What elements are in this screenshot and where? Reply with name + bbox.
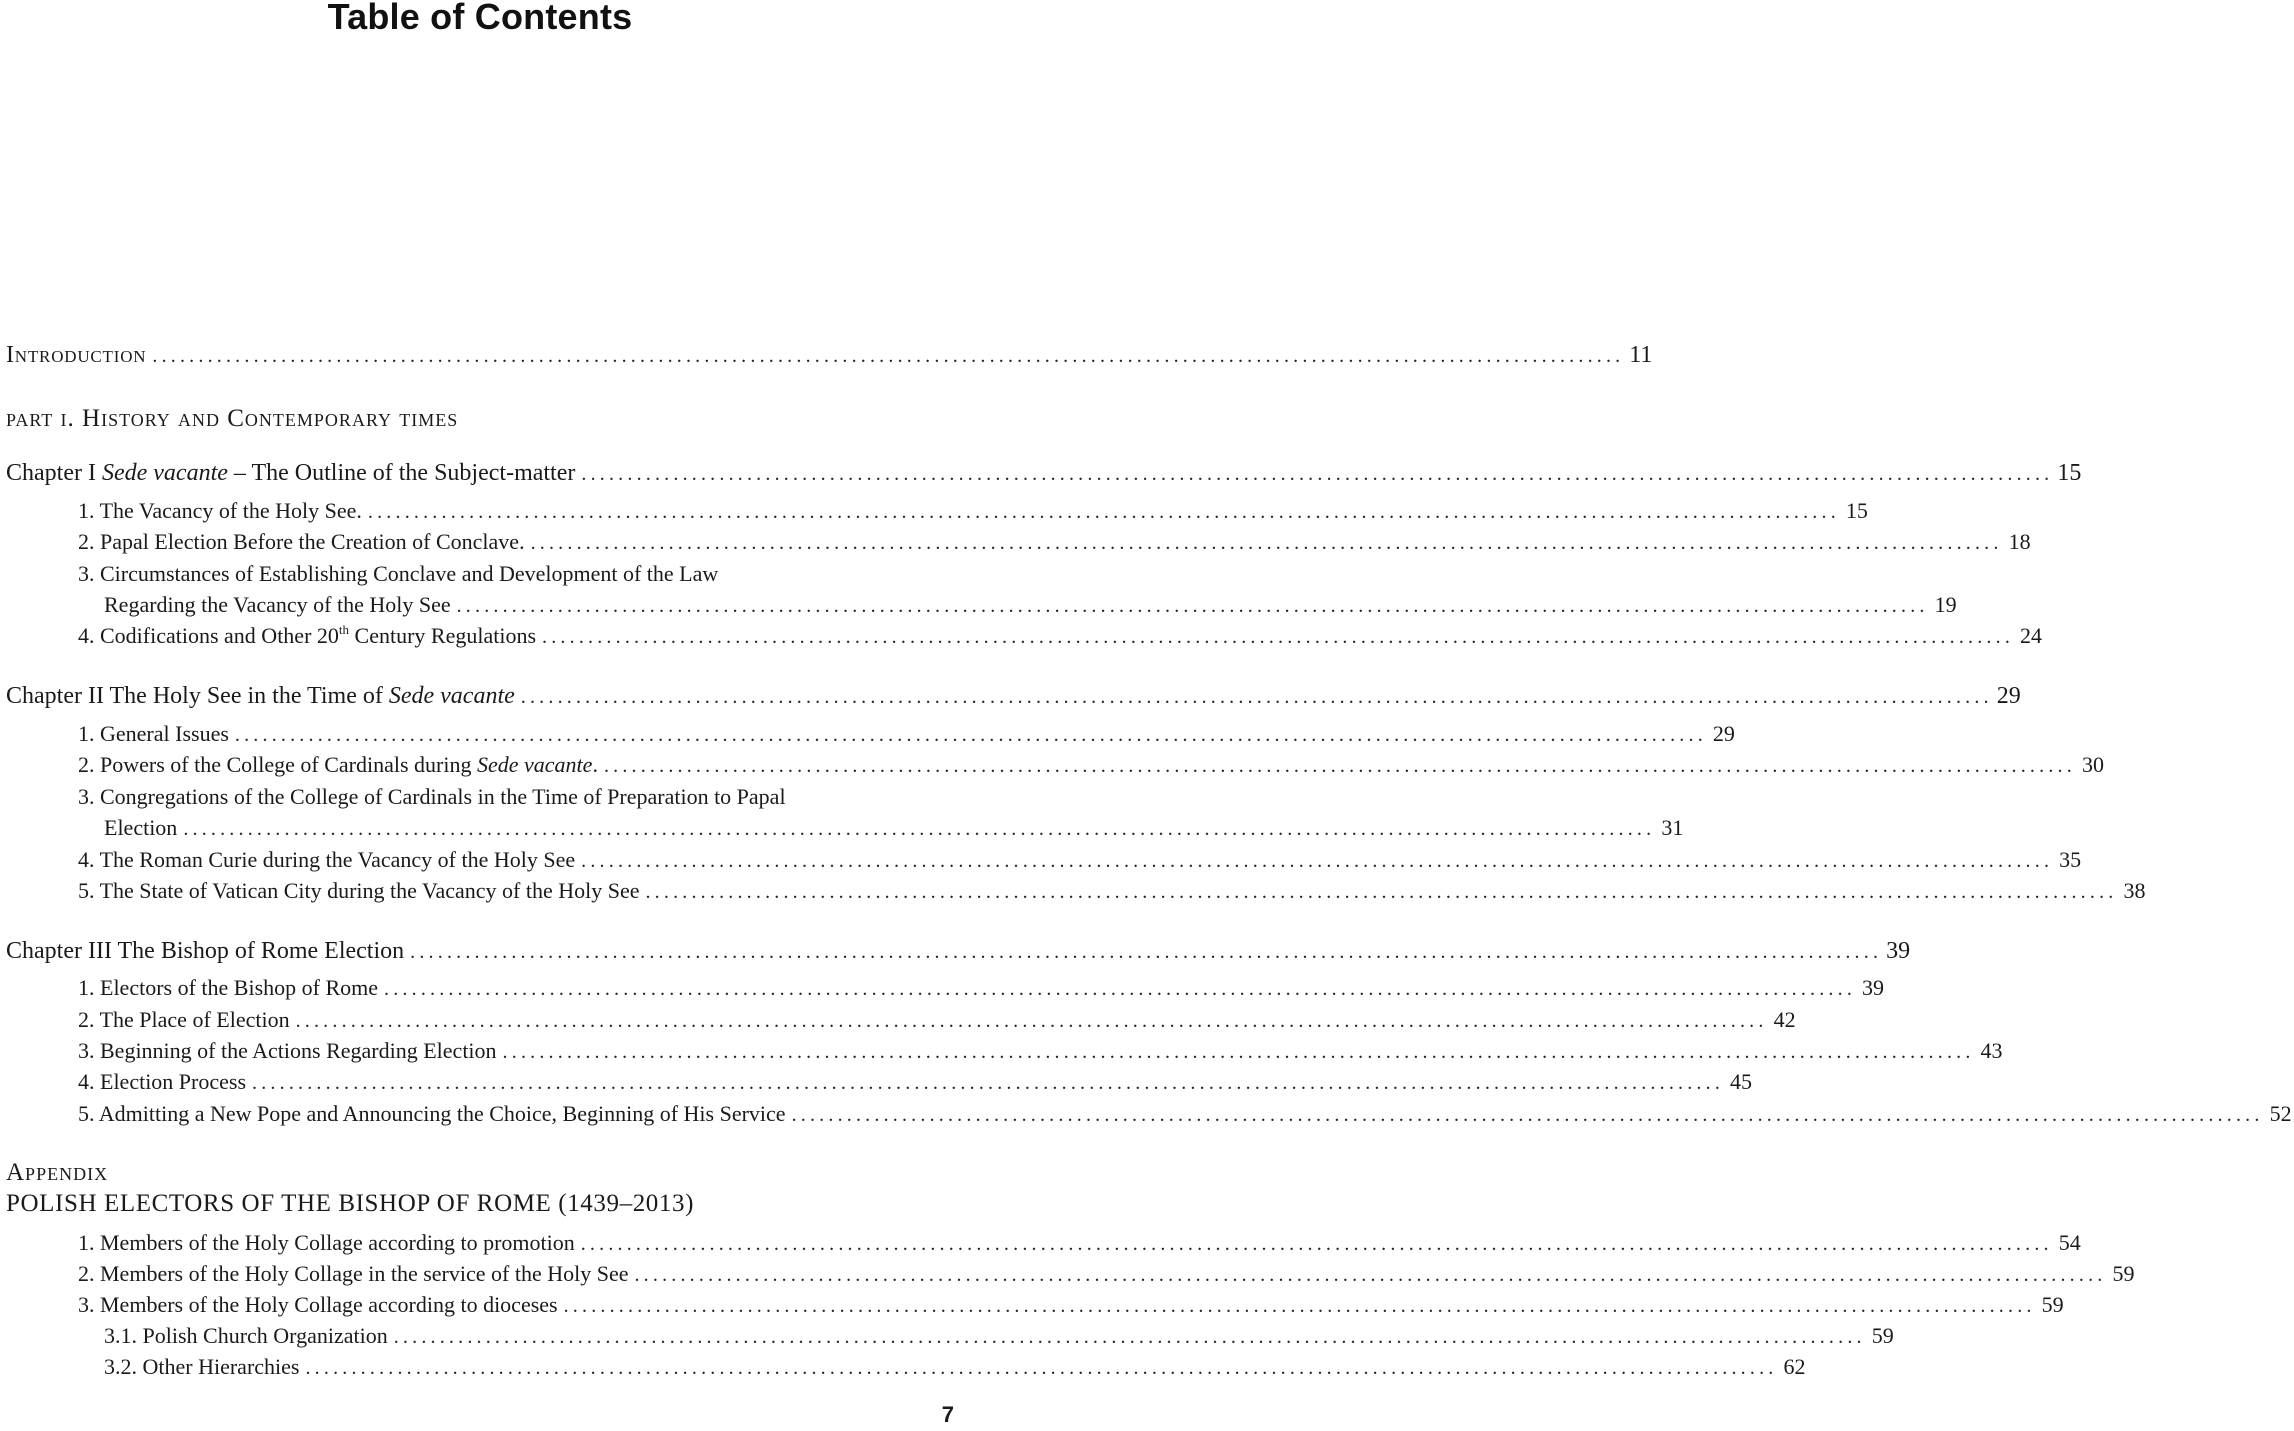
toc-entry-text: 1. Members of the Holy Collage according to promotion [78, 1230, 575, 1255]
toc-entry-text: 4. Election Process [78, 1069, 247, 1094]
toc-entry-text: Chapter III The Bishop of Rome Election [6, 938, 405, 964]
chapter-prefix: Chapter I [6, 460, 102, 486]
dot-leader: ................................................................................................................................................................ [234, 724, 1707, 746]
toc-page-number: 43 [1980, 1038, 2003, 1063]
toc-page-number: 59 [2041, 1292, 2064, 1317]
toc-entry[interactable] [78, 876, 2146, 906]
toc-page-number: 31 [1661, 815, 1684, 840]
toc-entry-text: 3.2. Other Hierarchies [104, 1354, 300, 1379]
toc-entry-text: 2. Papal Election Before the Creation of Conclave. [78, 529, 525, 554]
dot-leader: ................................................................................................................................................................ [542, 626, 2015, 648]
toc-entry[interactable] [78, 1067, 1753, 1097]
dot-leader: ................................................................................................................................................................ [393, 1326, 1866, 1348]
toc-entry[interactable] [78, 1228, 2081, 1258]
page-title: Table of Contents [327, 0, 633, 37]
dot-leader: ................................................................................................................................................................ [645, 881, 2118, 903]
toc-page-number: 11 [1629, 342, 1653, 368]
toc-chapter-1[interactable] [6, 458, 2082, 488]
toc-entry-continuation[interactable] [104, 590, 1957, 620]
dot-leader: ................................................................................................................................................................ [305, 1357, 1778, 1379]
dot-leader: ................................................................................................................................................................ [367, 501, 1840, 523]
toc-page-number: 30 [2081, 752, 2104, 777]
toc-entry-text: 3. Beginning of the Actions Regarding Election [78, 1038, 497, 1063]
appendix-title: POLISH ELECTORS OF THE BISHOP OF ROME (1439–2013) [6, 1190, 695, 1217]
toc-entry-text [78, 750, 598, 780]
dot-leader: ................................................................................................................................................................ [581, 850, 2054, 872]
toc-page-number: 59 [2112, 1261, 2135, 1286]
dot-leader: ................................................................................................................................................................ [603, 755, 2076, 777]
toc-entry[interactable] [78, 845, 2082, 875]
toc-entry[interactable] [78, 750, 2104, 780]
toc-page-number: 15 [2057, 460, 2082, 486]
toc-entry-text: Election [104, 815, 178, 840]
folio-page-number: 7 [941, 1402, 954, 1427]
part-heading: part i. History and Contemporary times [6, 405, 459, 432]
toc-chapter-2[interactable] [6, 681, 2021, 711]
appendix-heading: Appendix [6, 1159, 109, 1186]
toc-entry[interactable] [104, 1352, 1806, 1382]
entry-text-part: 4. Codifications and Other 20 [78, 623, 339, 648]
toc-entry-text: 5. The State of Vatican City during the Vacancy of the Holy See [78, 878, 640, 903]
toc-entry-text: 2. The Place of Election [78, 1007, 290, 1032]
toc-entry-text [6, 458, 575, 488]
dot-leader: ................................................................................................................................................................ [456, 595, 1929, 617]
dot-leader: ................................................................................................................................................................ [152, 345, 1625, 367]
toc-entry-text[interactable]: 3. Circumstances of Establishing Conclave and Development of the Law [78, 561, 719, 586]
dot-leader: ................................................................................................................................................................ [520, 686, 1993, 708]
toc-page-number: 24 [2020, 623, 2043, 648]
toc-page-number: 62 [1783, 1354, 1806, 1379]
toc-page-number: 29 [1712, 721, 1735, 746]
toc-entry[interactable] [78, 1036, 2003, 1066]
toc-entry[interactable] [78, 1099, 2292, 1129]
toc-entry-text: 1. The Vacancy of the Holy See. [78, 498, 362, 523]
toc-page-number: 59 [1871, 1323, 1894, 1348]
toc-entry-text [6, 681, 515, 711]
toc-page-number: 39 [1886, 938, 1911, 964]
toc-entry[interactable] [78, 527, 2031, 557]
dot-leader: ................................................................................................................................................................ [502, 1041, 1975, 1063]
dot-leader: ................................................................................................................................................................ [634, 1264, 2107, 1286]
toc-entry-introduction[interactable] [6, 340, 1653, 370]
chapter-prefix: Chapter II The Holy See in the Time of [6, 683, 389, 709]
dot-leader: ................................................................................................................................................................ [384, 978, 1857, 1000]
toc-entry-text: 2. Members of the Holy Collage in the service of the Holy See [78, 1261, 629, 1286]
toc-entry-text: 1. General Issues [78, 721, 229, 746]
chapter-italic: Sede vacante [388, 683, 515, 709]
dot-leader: ................................................................................................................................................................ [530, 532, 2003, 554]
toc-page-number: 15 [1845, 498, 1868, 523]
toc-entry-text: 1. Electors of the Bishop of Rome [78, 975, 379, 1000]
dot-leader: ................................................................................................................................................................ [791, 1104, 2264, 1126]
entry-text-part: 2. Powers of the College of Cardinals during [78, 752, 477, 777]
toc-chapter-3[interactable] [6, 936, 1911, 966]
toc-entry[interactable] [78, 1259, 2135, 1289]
toc-entry-continuation[interactable] [104, 813, 1684, 843]
toc-entry-text: 4. The Roman Curie during the Vacancy of the Holy See [78, 847, 576, 872]
toc-entry-text: 3.1. Polish Church Organization [104, 1323, 388, 1348]
entry-text-part: Century Regulations [349, 623, 537, 648]
chapter-italic: Sede vacante [101, 460, 228, 486]
dot-leader: ................................................................................................................................................................ [580, 1233, 2053, 1255]
toc-page-number: 18 [2008, 529, 2031, 554]
toc-entry-text: 3. Members of the Holy Collage according to dioceses [78, 1292, 558, 1317]
dot-leader: ................................................................................................................................................................ [252, 1072, 1725, 1094]
toc-page-number: 54 [2058, 1230, 2081, 1255]
toc-entry-text [78, 621, 536, 651]
toc-entry[interactable] [78, 621, 2043, 651]
toc-page-number: 19 [1934, 592, 1957, 617]
entry-text-part: . [592, 752, 598, 777]
dot-leader: ................................................................................................................................................................ [581, 463, 2054, 485]
dot-leader: ................................................................................................................................................................ [295, 1010, 1768, 1032]
dot-leader: ................................................................................................................................................................ [563, 1295, 2036, 1317]
toc-entry-text: 5. Admitting a New Pope and Announcing the Choice, Beginning of His Service [78, 1101, 786, 1126]
toc-page-number: 52 [2269, 1101, 2292, 1126]
dot-leader: ................................................................................................................................................................ [183, 818, 1656, 840]
toc-page-number: 39 [1862, 975, 1885, 1000]
toc-entry[interactable] [78, 719, 1735, 749]
toc-entry[interactable] [78, 973, 1885, 1003]
toc-page-number: 35 [2059, 847, 2082, 872]
toc-entry-text[interactable]: 3. Congregations of the College of Cardinals in the Time of Preparation to Papal [78, 784, 786, 809]
toc-page-number: 45 [1730, 1069, 1753, 1094]
toc-entry-text: Introduction [6, 342, 147, 368]
toc-entry[interactable] [104, 1321, 1894, 1351]
superscript: th [338, 622, 350, 637]
toc-entry-text: Regarding the Vacancy of the Holy See [104, 592, 451, 617]
toc-page-number: 42 [1773, 1007, 1796, 1032]
toc-entry[interactable] [78, 1005, 1796, 1035]
toc-entry[interactable] [78, 496, 1868, 526]
toc-page-number: 29 [1996, 683, 2021, 709]
toc-page-number: 38 [2123, 878, 2146, 903]
entry-italic: Sede vacante [477, 752, 593, 777]
dot-leader: ................................................................................................................................................................ [410, 941, 1883, 963]
toc-entry[interactable] [78, 1290, 2064, 1320]
chapter-suffix: – The Outline of the Subject-matter [227, 460, 576, 486]
